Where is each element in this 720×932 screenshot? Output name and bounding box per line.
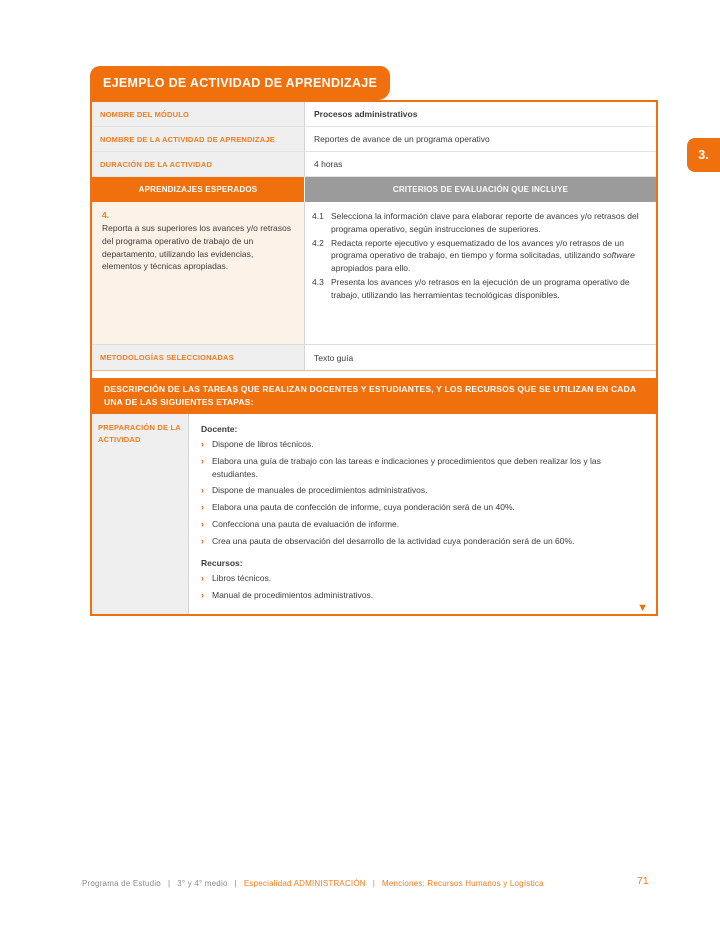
activity-example-title-tab — [90, 66, 390, 100]
footer-separator: | — [372, 879, 376, 888]
duration-value: 4 horas — [305, 152, 656, 176]
list-item-text: Confecciona una pauta de evaluación de informe. — [212, 519, 400, 530]
criterion-item — [312, 210, 648, 236]
activity-name-value: Reportes de avance de un programa operativo — [305, 127, 656, 151]
duration-label: DURACIÓN DE LA ACTIVIDAD — [92, 152, 305, 176]
list-item — [201, 438, 644, 451]
docente-heading: Docente: — [201, 424, 238, 435]
criterion-text-pre: Selecciona la información clave para elaborar reporte de avances y/o retrasos del programa operativo, según instrucciones de superiores. — [331, 211, 639, 234]
table-row-activity-name — [92, 127, 656, 152]
list-item — [201, 455, 644, 480]
evaluation-criteria-header: CRITERIOS DE EVALUACIÓN QUE INCLUYE — [305, 177, 656, 202]
expected-learning-cell — [92, 202, 305, 344]
section-number-tab — [687, 138, 720, 172]
criterion-number: 4.3 — [312, 276, 324, 287]
table-row-methodology — [92, 344, 656, 371]
footer-separator: | — [167, 879, 171, 888]
preparation-content — [189, 414, 656, 614]
chevron-bullet-icon: › — [201, 456, 204, 467]
list-item — [201, 535, 644, 548]
preparation-row — [92, 414, 656, 614]
recursos-heading: Recursos: — [201, 558, 243, 569]
learning-content-row — [92, 202, 656, 344]
activity-name-label: NOMBRE DE LA ACTIVIDAD DE APRENDIZAJE — [92, 127, 305, 151]
list-item-text: Dispone de manuales de procedimientos administrativos. — [212, 485, 428, 496]
evaluation-criteria-cell — [305, 202, 656, 344]
chevron-bullet-icon: › — [201, 485, 204, 496]
list-item — [201, 572, 644, 585]
module-name-label: NOMBRE DEL MÓDULO — [92, 102, 305, 126]
list-item-text: Elabora una pauta de confección de informe, cuya ponderación será de un 40%. — [212, 502, 515, 513]
criterion-item — [312, 237, 648, 275]
activity-table — [90, 100, 658, 616]
list-item-text: Libros técnicos. — [212, 573, 272, 584]
criterion-number: 4.1 — [312, 211, 324, 221]
expected-learning-text: Reporta a sus superiores los avances y/o retrasos del programa operativo de trabajo de un departamento, utilizando las evidencias, elementos y técnicas apropiadas. — [102, 223, 291, 272]
chevron-bullet-icon: › — [201, 519, 204, 530]
chevron-bullet-icon: › — [201, 536, 204, 547]
criterion-text-italic: software — [602, 250, 635, 261]
list-item — [201, 484, 644, 497]
chevron-bullet-icon: › — [201, 439, 204, 450]
list-item-text: Dispone de libros técnicos. — [212, 439, 314, 450]
section-number: 3. — [698, 148, 709, 162]
footer-program-name: Programa de Estudio — [82, 879, 161, 888]
chevron-bullet-icon: › — [201, 502, 204, 513]
footer-separator: | — [234, 879, 237, 888]
table-row-duration — [92, 152, 656, 177]
tasks-description-banner: DESCRIPCIÓN DE LAS TAREAS QUE REALIZAN DOCENTES Y ESTUDIANTES, Y LOS RECURSOS QUE SE UTILIZAN EN CADA UNA DE LAS SIGUIENTES ETAPAS: — [92, 378, 656, 414]
list-item — [201, 501, 644, 514]
expected-learning-number: 4. — [102, 210, 110, 220]
list-item-text: Crea una pauta de observación del desarrollo de la actividad cuya ponderación será de un 60%. — [212, 536, 575, 547]
criterion-text — [331, 237, 648, 275]
page-footer — [82, 879, 544, 888]
criterion-text-pre: Redacta reporte ejecutivo y esquematizado de los avances y/o retrasos de un programa operativo de trabajo, en tiempo y forma solicitadas, utilizando — [331, 237, 624, 261]
footer-grade-level: 3° y 4° medio — [177, 879, 228, 888]
list-item-text: Manual de procedimientos administrativos. — [212, 590, 374, 601]
methodology-value: Texto guía — [305, 345, 656, 370]
table-header-band — [92, 177, 656, 202]
module-name-value: Procesos administrativos — [305, 102, 656, 126]
methodology-label: METODOLOGÍAS SELECCIONADAS — [92, 345, 305, 370]
criterion-text-post: apropiados para ello. — [331, 263, 411, 273]
section-gap — [92, 371, 656, 378]
criterion-text — [331, 210, 648, 236]
expected-learning-header: APRENDIZAJES ESPERADOS — [92, 177, 305, 202]
criterion-item — [312, 276, 648, 302]
criterion-text-pre: Presenta los avances y/o retrasos en la ejecución de un programa operativo de trabajo, utilizando las herramientas tecnológicas disponibles. — [331, 276, 630, 300]
list-item — [201, 518, 644, 531]
criterion-text — [331, 276, 648, 302]
footer-mentions: Menciones: Recursos Humanos y Logística — [382, 879, 544, 888]
list-item-text: Elabora una guía de trabajo con las tareas e indicaciones y procedimientos que deben realizar los y las estudiantes. — [212, 456, 601, 479]
table-row-module — [92, 102, 656, 127]
page-title: EJEMPLO DE ACTIVIDAD DE APRENDIZAJE — [103, 76, 378, 90]
criterion-number: 4.2 — [312, 237, 324, 248]
preparation-stage-label: PREPARACIÓN DE LA ACTIVIDAD — [92, 414, 189, 614]
more-content-arrow-icon: ▼ — [637, 602, 648, 615]
footer-specialty: Especialidad ADMINISTRACIÓN — [243, 879, 366, 888]
chevron-bullet-icon: › — [201, 573, 204, 584]
list-item — [201, 589, 644, 602]
chevron-bullet-icon: › — [201, 590, 204, 601]
page-number: 71 — [637, 875, 649, 887]
